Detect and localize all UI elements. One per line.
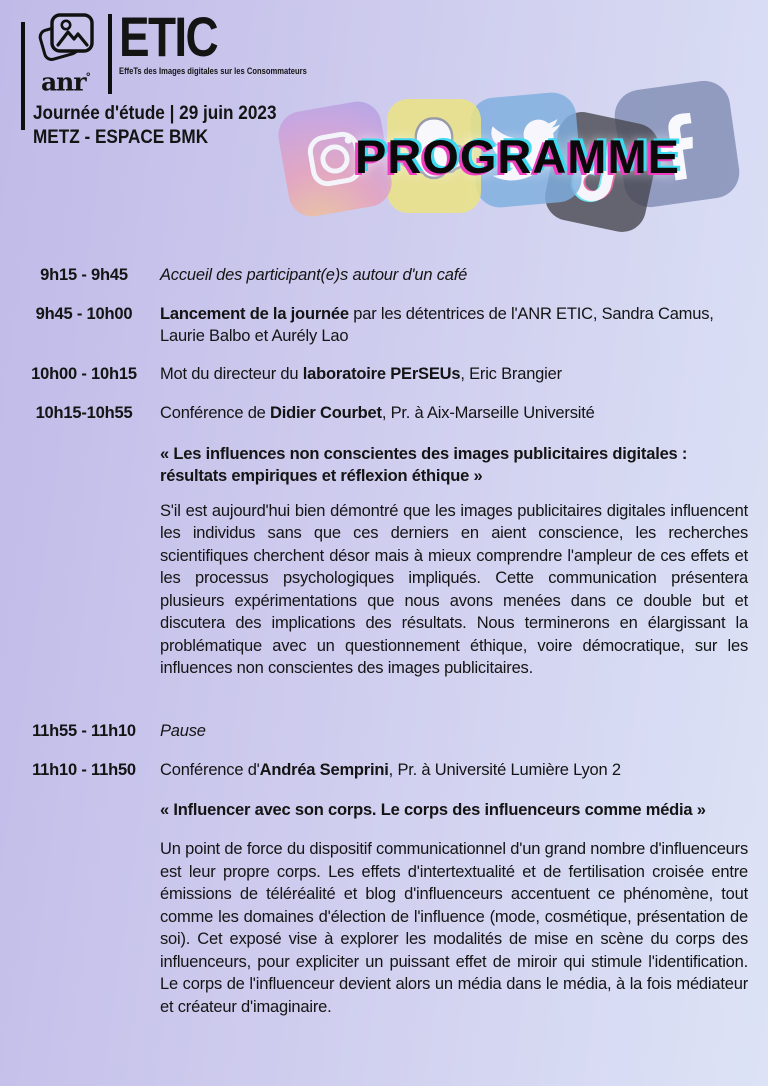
etic-tagline: EffeTs des Images digitales sur les Consommateurs xyxy=(119,66,307,77)
degree-mark: ° xyxy=(85,71,92,84)
schedule-row xyxy=(0,303,768,348)
schedule xyxy=(0,264,768,1018)
schedule-row xyxy=(0,720,768,743)
talk-abstract: S'il est aujourd'hui bien démontré que les images publicitaires digitales influencent les individus sans que ces derniers en aient conscience, les recherches scientifiques cherchent désor mais à mieux comprendre l'ampleur de ces effets et les processus psychologiques impliqués. Cette communication présentera plusieurs expérimentations que nous avons menées dans ce double but et discutera des implications des résultats. Nous terminerons en élargissant la problématique avec un questionnement éthique, voire démocratique, sur les influences non conscientes des images publicitaires. xyxy=(160,501,748,677)
schedule-row xyxy=(0,363,768,386)
anr-wordmark: anr° xyxy=(40,67,92,97)
session-description: Pause xyxy=(160,721,206,740)
time-slot: 10h00 - 10h15 xyxy=(31,364,137,383)
talk-title: « Les influences non conscientes des images publicitaires digitales : résultats empiriques et réflexion éthique » xyxy=(160,444,688,485)
etic-wordmark: ETIC xyxy=(119,5,218,68)
talk-block xyxy=(160,443,748,680)
time-slot: 11h55 - 11h10 xyxy=(32,721,136,740)
session-description: Mot du directeur du laboratoire PErSEUs, Eric Brangier xyxy=(160,364,562,383)
schedule-row xyxy=(0,264,768,287)
schedule-row xyxy=(0,759,768,782)
event-venue-line: METZ - ESPACE BMK xyxy=(33,125,209,148)
event-date-line: Journée d'étude | 29 juin 2023 xyxy=(33,102,277,124)
session-description: Conférence de Didier Courbet, Pr. à Aix-Marseille Université xyxy=(160,404,595,422)
session-description: Conférence d'Andréa Semprini, Pr. à Université Lumière Lyon 2 xyxy=(160,761,621,779)
talk-abstract: Un point de force du dispositif communicationnel d'un grand nombre d'influenceurs est leur propre corps. Les effets d'intertextualité et de fertilisation croisée entre émissions de téléréalité et blog d'influenceurs accentuent ce phénomène, tout comme les domaines d'élection de l'influence (mode, cosmétique, présentation de soi). Cet exposé vise à explorer les modalités de mise en scène du corps des influenceurs, pour expliciter un puissant effet de miroir qui stimule l'identification. Le corps de l'influenceur devient alors un média dans le média, à la fois médiateur et créateur d'imaginaire. xyxy=(160,840,748,1016)
time-slot: 9h45 - 10h00 xyxy=(35,304,133,323)
session-description: Lancement de la journée par les détentrices de l'ANR ETIC, Sandra Camus, Laurie Balbo et Aurély Lao xyxy=(160,304,714,345)
hero-banner xyxy=(0,0,768,250)
time-slot: 10h15-10h55 xyxy=(35,404,133,422)
schedule-row xyxy=(0,402,768,425)
time-slot: 9h15 - 9h45 xyxy=(40,266,128,284)
session-description: Accueil des participant(e)s autour d'un café xyxy=(160,266,468,284)
talk-title: « Influencer avec son corps. Le corps des influenceurs comme média » xyxy=(160,800,706,819)
programme-title: PROGRAMME xyxy=(355,130,680,183)
time-slot: 11h10 - 11h50 xyxy=(32,761,136,779)
talk-block xyxy=(160,799,748,1019)
